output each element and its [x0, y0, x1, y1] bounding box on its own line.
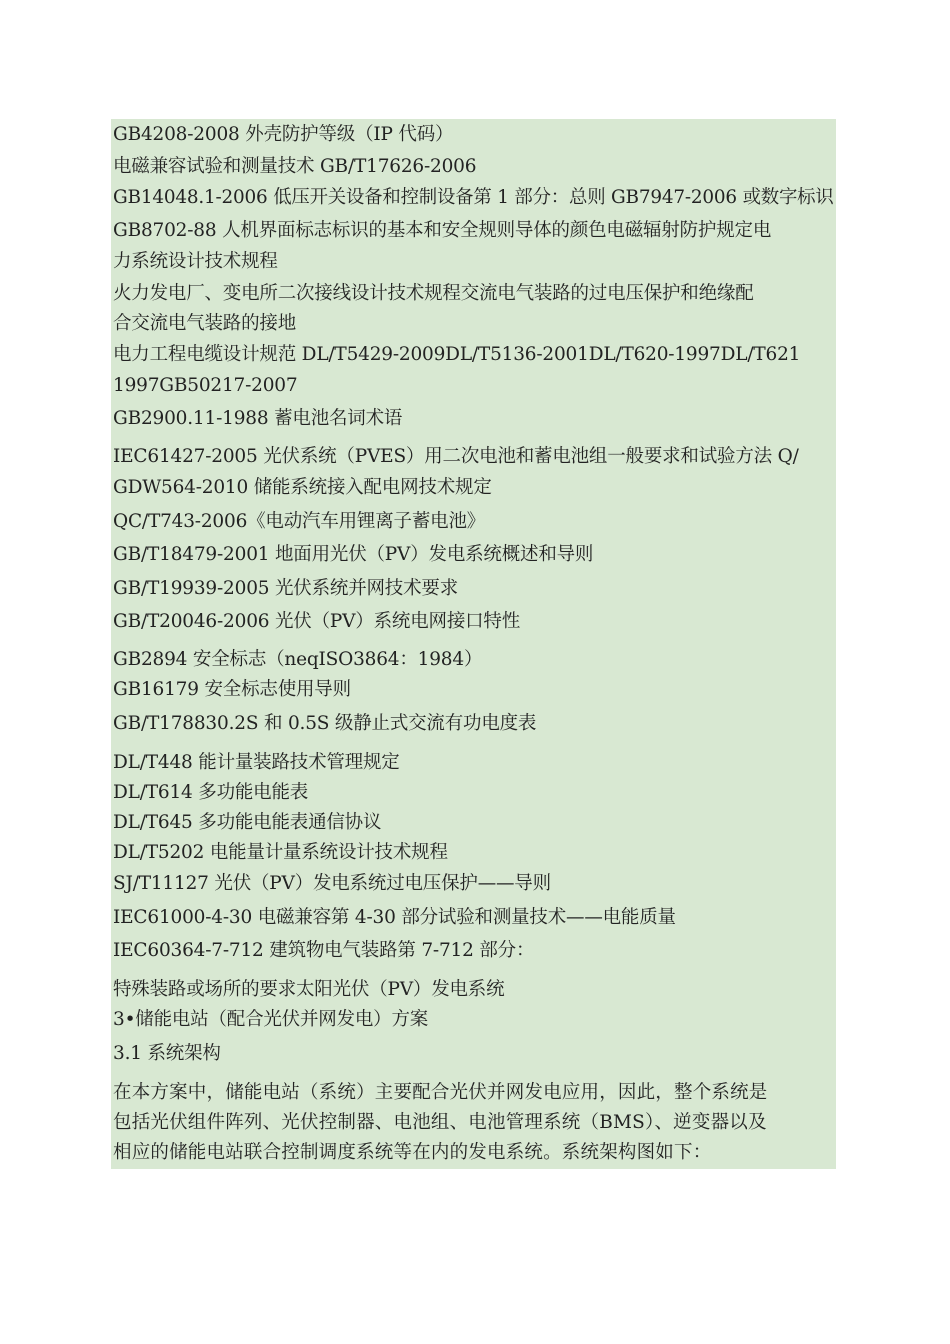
- standard-line: DL/T614 多功能电能表: [113, 782, 309, 803]
- standard-line: IEC61427-2005 光伏系统（PVES）用二次电池和蓄电池组一般要求和试验方法 Q/: [113, 446, 799, 467]
- standard-line: 特殊装路或场所的要求太阳光伏（PV）发电系统: [113, 979, 505, 1000]
- standard-line: GB/T19939-2005 光伏系统并网技术要求: [113, 578, 459, 599]
- standard-line: 合交流电气装路的接地: [113, 313, 297, 334]
- standard-line: 力系统设计技术规程: [113, 251, 278, 272]
- paragraph-line: 相应的储能电站联合控制调度系统等在内的发电系统。系统架构图如下：: [113, 1142, 712, 1163]
- highlighted-text-block: [111, 119, 836, 1169]
- standard-line: QC/T743-2006《电动汽车用锂离子蓄电池》: [113, 511, 486, 532]
- standard-line: GB8702-88 人机界面标志标识的基本和安全规则导体的颜色电磁辐射防护规定电: [113, 220, 772, 241]
- standard-line: GB2900.11-1988 蓄电池名词术语: [113, 408, 403, 429]
- paragraph-line: 包括光伏组件阵列、光伏控制器、电池组、电池管理系统（BMS）、逆变器以及: [113, 1112, 767, 1133]
- standard-line: 电力工程电缆设计规范 DL/T5429-2009DL/T5136-2001DL/T620-1997DL/T621: [113, 344, 801, 365]
- standard-line: GDW564-2010 储能系统接入配电网技术规定: [113, 477, 492, 498]
- section-heading: 3•储能电站（配合光伏并网发电）方案: [113, 1009, 429, 1030]
- standard-line: GB/T20046-2006 光伏（PV）系统电网接口特性: [113, 611, 521, 632]
- standard-line: 电磁兼容试验和测量技术 GB/T17626-2006: [113, 156, 477, 177]
- paragraph-line: 在本方案中，储能电站（系统）主要配合光伏并网发电应用，因此，整个系统是: [113, 1082, 768, 1103]
- standard-line: SJ/T11127 光伏（PV）发电系统过电压保护——导则: [113, 873, 551, 894]
- standard-line: DL/T5202 电能量计量系统设计技术规程: [113, 842, 448, 863]
- standard-line: IEC61000-4-30 电磁兼容第 4-30 部分试验和测量技术——电能质量: [113, 907, 676, 928]
- standard-line: DL/T645 多功能电能表通信协议: [113, 812, 382, 833]
- standard-line: DL/T448 能计量装路技术管理规定: [113, 752, 400, 773]
- standard-line: GB16179 安全标志使用导则: [113, 679, 351, 700]
- standard-line: GB/T18479-2001 地面用光伏（PV）发电系统概述和导则: [113, 544, 594, 565]
- standard-line: 火力发电厂、变电所二次接线设计技术规程交流电气装路的过电压保护和绝缘配: [113, 283, 754, 304]
- standard-line: GB4208-2008 外壳防护等级（IP 代码）: [113, 124, 454, 145]
- standard-line: 1997GB50217-2007: [113, 375, 298, 396]
- standard-line: GB14048.1-2006 低压开关设备和控制设备第 1 部分：总则 GB7947-2006 或数字标识: [113, 187, 834, 208]
- standard-line: IEC60364-7-712 建筑物电气装路第 7-712 部分：: [113, 940, 535, 961]
- standard-line: GB/T178830.2S 和 0.5S 级静止式交流有功电度表: [113, 713, 537, 734]
- subsection-heading: 3.1 系统架构: [113, 1043, 221, 1064]
- standard-line: GB2894 安全标志（neqISO3864：1984）: [113, 649, 483, 670]
